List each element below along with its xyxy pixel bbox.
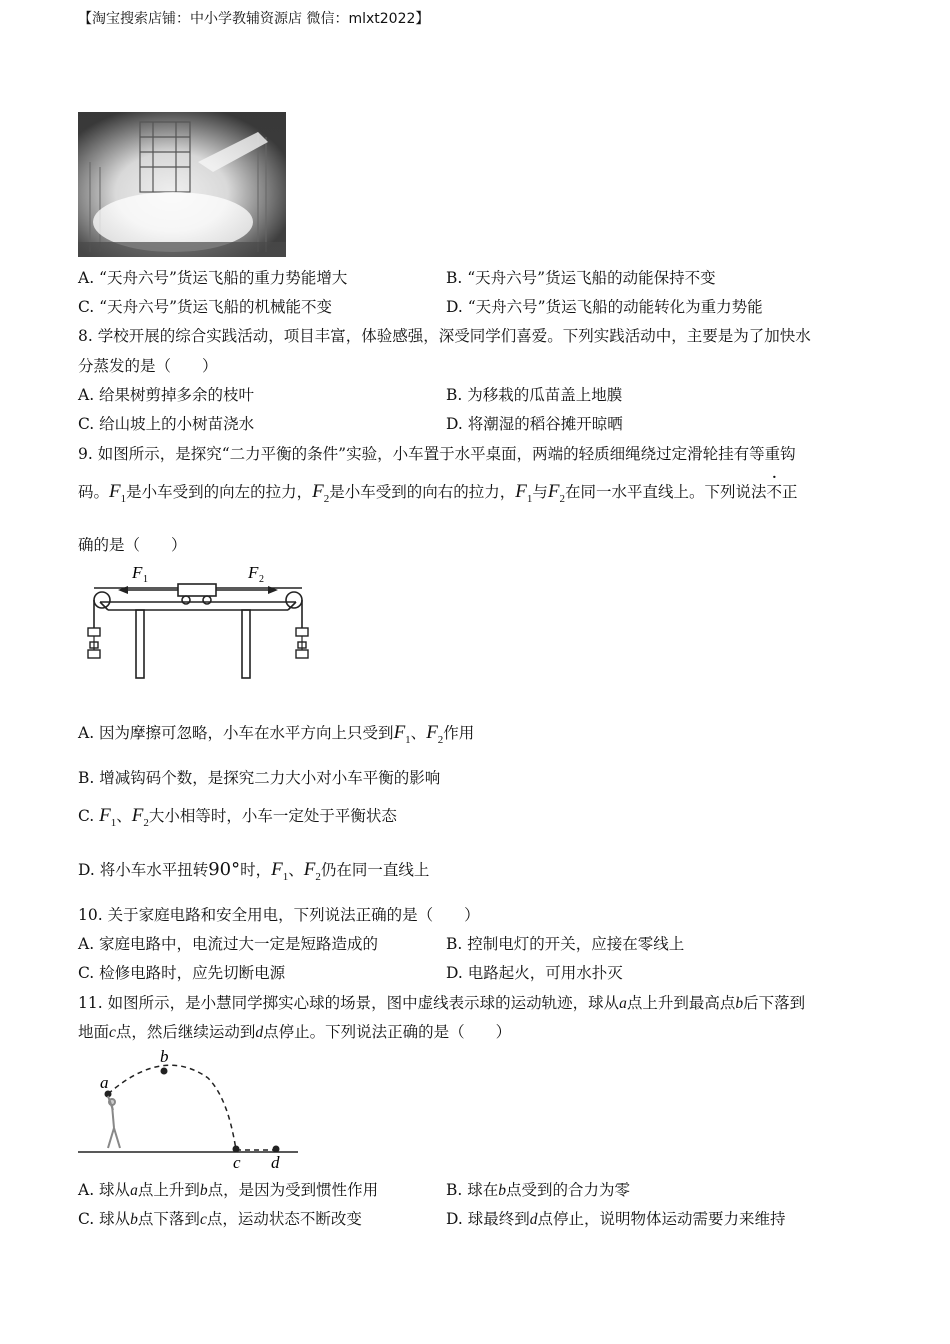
emphasis-dots: 不正 xyxy=(766,483,798,501)
q8-option-c: C. 给山坡上的小树苗浇水 xyxy=(78,415,255,433)
fig-label-f1: F xyxy=(132,563,143,582)
fig-label-f2: F xyxy=(248,563,259,582)
q9-option-d: D. 将小车水平扭转90°时，$F_1$、$F_2$仍在同一直线上 xyxy=(78,859,430,883)
q9-option-a: A. 因为摩擦可忽略，小车在水平方向上只受到$F_1$、$F_2$作用 xyxy=(78,722,475,746)
q8-option-d: D. 将潮湿的稻谷摊开晾晒 xyxy=(446,415,623,433)
q7-option-d: D. “天舟六号”货运飞船的动能转化为重力势能 xyxy=(446,298,763,316)
svg-text:2: 2 xyxy=(259,574,264,585)
q9-stem-line2: 码。$F_1$是小车受到的向左的拉力，$F_2$是小车受到的向右的拉力，$F_1$与$F_2$在同一水平直线上。下列说法不正 xyxy=(78,481,798,505)
q11-trajectory-figure xyxy=(78,1048,303,1176)
q9-stem-line3: 确的是（ ） xyxy=(78,536,187,554)
label-d: d xyxy=(271,1153,280,1172)
q11-option-c: C. 球从b点下落到c点，运动状态不断改变 xyxy=(78,1210,362,1228)
q11-option-d: D. 球最终到d点停止，说明物体运动需要力来维持 xyxy=(446,1210,786,1228)
q10-option-a: A. 家庭电路中，电流过大一定是短路造成的 xyxy=(78,935,379,953)
q8-option-a: A. 给果树剪掉多余的枝叶 xyxy=(78,386,255,404)
page-header: 【淘宝搜索店铺：中小学教辅资源店 微信：mlxt2022】 xyxy=(78,11,430,27)
q8-option-b: B. 为移栽的瓜苗盖上地膜 xyxy=(446,386,623,404)
label-a: a xyxy=(100,1073,109,1092)
rocket-launch-photo xyxy=(78,112,286,257)
q7-option-b: B. “天舟六号”货运飞船的动能保持不变 xyxy=(446,269,716,287)
f1-symbol: $F_1$ xyxy=(109,481,127,505)
q11-stem-line1: 11. 如图所示，是小慧同学掷实心球的场景，图中虚线表示球的运动轨迹，球从a点上升到最高点b后下落到 xyxy=(78,994,806,1012)
q10-option-b: B. 控制电灯的开关，应接在零线上 xyxy=(446,935,685,953)
q11-option-b: B. 球在b点受到的合力为零 xyxy=(446,1181,631,1199)
q7-option-c: C. “天舟六号”货运飞船的机械能不变 xyxy=(78,298,333,316)
q11-option-a: A. 球从a点上升到b点，是因为受到惯性作用 xyxy=(78,1181,379,1199)
q9-balance-figure xyxy=(78,562,318,688)
q9-option-b: B. 增减钩码个数，是探究二力大小对小车平衡的影响 xyxy=(78,769,441,787)
label-c: c xyxy=(233,1153,241,1172)
q10-option-d: D. 电路起火，可用水扑灭 xyxy=(446,964,623,982)
q10-option-c: C. 检修电路时，应先切断电源 xyxy=(78,964,286,982)
q9-option-c: C. $F_1$、$F_2$大小相等时，小车一定处于平衡状态 xyxy=(78,805,397,829)
f2-symbol: $F_2$ xyxy=(312,481,330,505)
q10-stem: 10. 关于家庭电路和安全用电，下列说法正确的是（ ） xyxy=(78,906,480,924)
q11-stem-line2: 地面c点，然后继续运动到d点停止。下列说法正确的是（ ） xyxy=(78,1023,512,1041)
q9-stem-line1: 9. 如图所示，是探究“二力平衡的条件”实验，小车置于水平桌面，两端的轻质细绳绕过定滑轮挂有等重钩 xyxy=(78,445,796,463)
q8-stem-line1: 8. 学校开展的综合实践活动，项目丰富，体验感强，深受同学们喜爱。下列实践活动中，主要是为了加快水 xyxy=(78,327,811,345)
q7-option-a: A. “天舟六号”货运飞船的重力势能增大 xyxy=(78,269,348,287)
label-b: b xyxy=(160,1048,169,1066)
svg-text:1: 1 xyxy=(143,574,148,585)
q8-stem-line2: 分蒸发的是（ ） xyxy=(78,357,218,375)
